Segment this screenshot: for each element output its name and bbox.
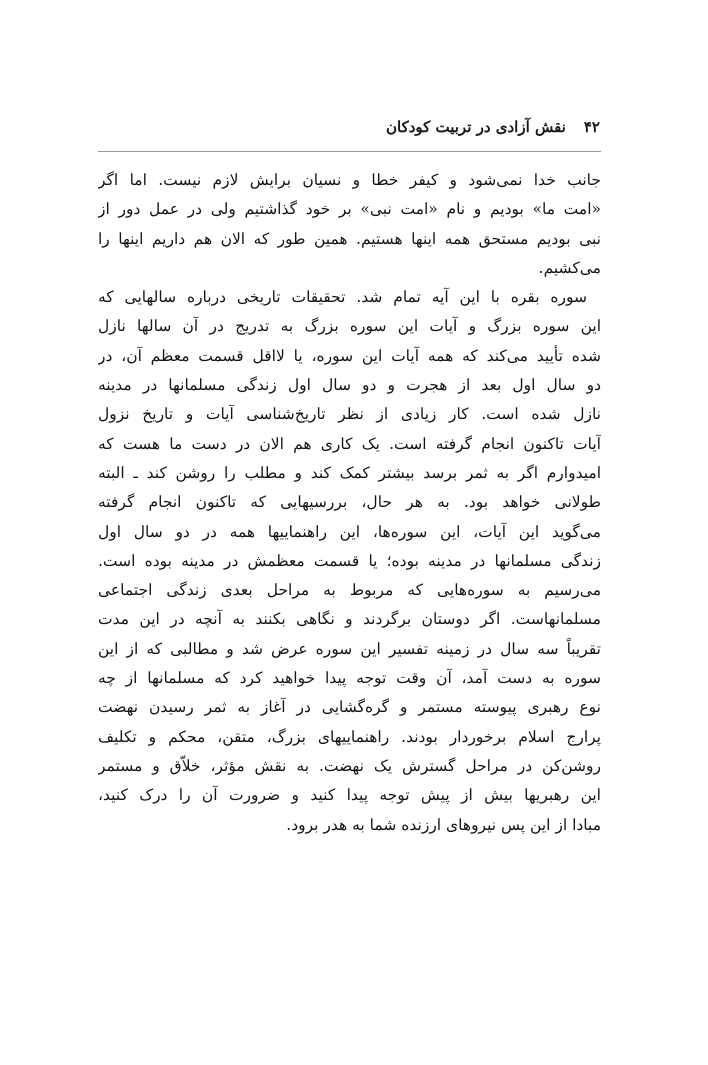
header-divider (98, 151, 601, 152)
text-line: می‌رسیم به سوره‌هایی که مربوط به مراحل بعدی زندگی اجتماعی (98, 581, 601, 600)
text-line: روشن‌کن در مراحل گسترش یک نهضت. به نقش مؤثر، خلاّق و مستمر (98, 756, 601, 775)
text-line: نوع رهبری پیوسته مستمر و گره‌گشایی در آغاز به ثمر رسیدن نهضت (98, 698, 601, 717)
running-title: نقش آزادی در تربیت کودکان (385, 118, 566, 136)
text-line: جانب خدا نمی‌شود و کیفر خطا و نسیان برایش لازم نیست. اما اگر (98, 171, 601, 189)
text-line: سوره به دست آمد، آن وقت توجه پیدا خواهید کرد که مسلمانها از چه (98, 669, 601, 688)
text-line: می‌کشیم. (538, 258, 601, 277)
text-line: تقریباً سه سال در زمینه تفسیر این سوره عرض شد و مطالبی که از این (98, 639, 601, 658)
text-line: نازل شده است. کار زیادی از نظر تاریخ‌شناسی آیات و تاریخ نزول (98, 405, 601, 424)
text-line: زندگی مسلمانها در مدینه بوده؛ یا قسمت معظمش در مدینه بوده است. (98, 551, 601, 570)
text-line: امیدوارم اگر به ثمر برسد بیشتر کمک کند و مطلب را روشن کند ـ البته (98, 463, 601, 482)
text-line: پرارج اسلام برخوردار بودند. راهنماییهای بزرگ، متقن، محکم و تکلیف (98, 727, 601, 746)
text-line: طولانی خواهد بود. به هر حال، بررسیهایی که تاکنون انجام گرفته (98, 493, 601, 512)
page-number: ۴۲ (583, 118, 600, 136)
text-line: شده تأیید می‌کند که همه آیات این سوره، یا لااقل قسمت معظم آن، در (98, 346, 601, 365)
text-line: مبادا از این پس نیروهای ارزنده شما به هدر برود. (286, 815, 601, 834)
text-line: نبی بودیم مستحق همه اینها هستیم. همین طور که الان هم داریم اینها را (98, 229, 601, 248)
text-line: این رهبریها بیش از پیش توجه پیدا کنید و ضرورت آن را درک کنید، (98, 786, 601, 805)
text-line: دو سال اول بعد از هجرت و دو سال اول زندگی مسلمانها در مدینه (98, 376, 601, 395)
text-line: سوره بقره با این آیه تمام شد. تحقیقات تاریخی درباره سالهایی که (98, 288, 587, 307)
text-line: آیات تاکنون انجام گرفته است. یک کاری هم الان در دست ما هست که (98, 434, 601, 453)
text-line: مسلمانهاست. اگر دوستان برگردند و نگاهی بکنند به آنچه در این مدت (98, 610, 601, 629)
text-line: می‌گوید این آیات، این سوره‌ها، این راهنماییها همه در دو سال اول (98, 522, 601, 541)
body-text (98, 166, 601, 840)
running-header (98, 118, 600, 144)
text-line: «امت ما» بودیم و نام «امت نبی» بر خود گذاشتیم ولی در عمل دور از (98, 200, 601, 219)
text-line: این سوره بزرگ و آیات این سوره بزرگ به تدریج در آن سالها نازل (98, 317, 601, 336)
